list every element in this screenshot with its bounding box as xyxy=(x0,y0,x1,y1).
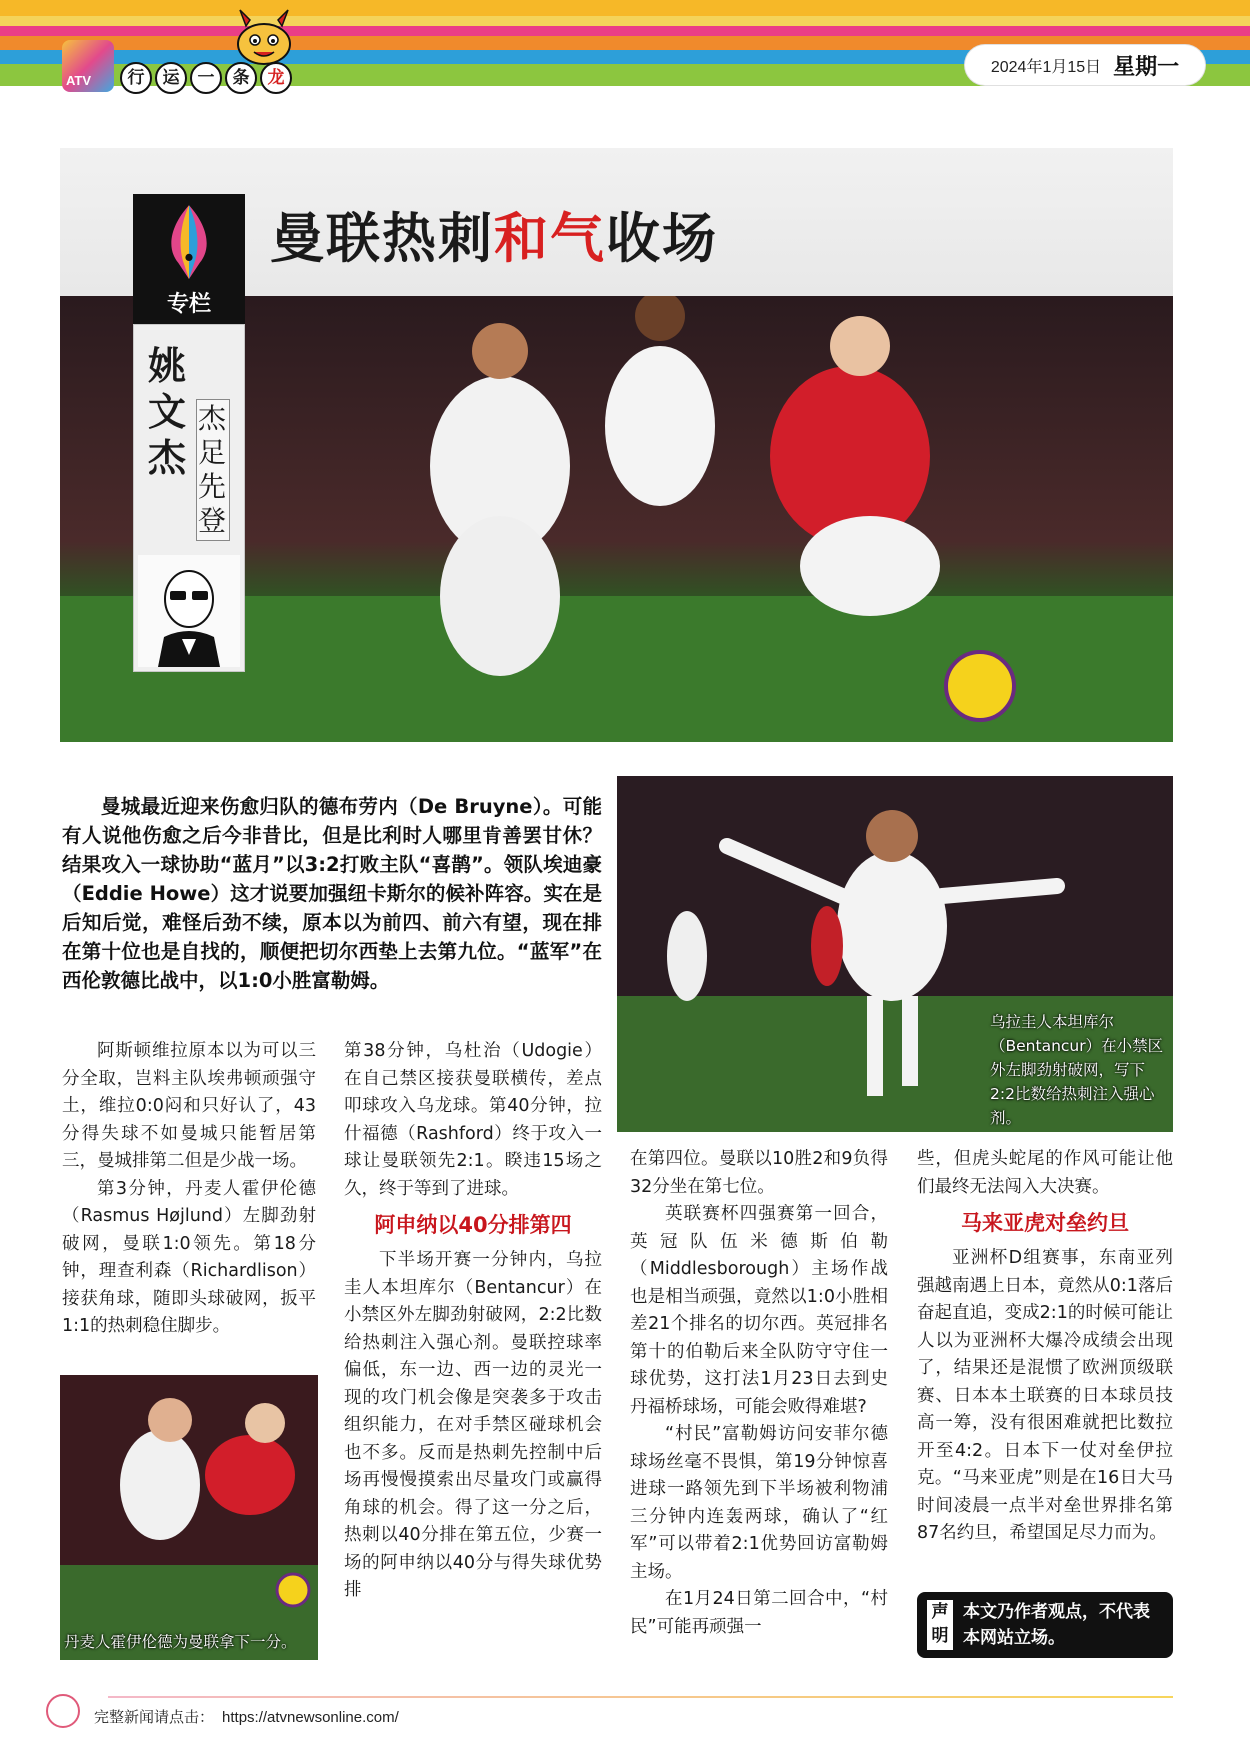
photo-caption: 丹麦人霍伊伦德为曼联拿下一分。 xyxy=(64,1633,297,1651)
paragraph: 英联赛杯四强赛第一回合，英冠队伍米德斯伯勒（Middlesborough）主场作战也是相当顽强，竟然以1:0小胜相差21个排名的切尔西。英冠排名第十的伯勒后来全队防守守住一球优势，这打法1月23日去到史丹福桥球场，可能会败得难堪? xyxy=(630,1204,888,1417)
footer-link-line xyxy=(94,1706,399,1727)
slogan xyxy=(120,62,292,94)
hojlund-photo xyxy=(60,1375,318,1660)
section-subhead: 马来亚虎对垒约旦 xyxy=(961,1211,1129,1235)
atv-logo[interactable] xyxy=(62,40,114,92)
paragraph: 第3分钟，丹麦人霍伊伦德（Rasmus Højlund）左脚劲射破网，曼联1:0领先。第18分钟，理查利森（Richardlison）接获角球，随即头球破网，扳平1:1的热刺稳住脚步。 xyxy=(62,1178,316,1336)
slogan-char: 行 xyxy=(120,62,152,94)
headline xyxy=(270,196,718,273)
atv-seal-icon xyxy=(46,1694,80,1728)
atv-logo-text: ATV xyxy=(66,73,92,88)
paragraph: 第38分钟，乌杜治（Udogie）在自己禁区接获曼联横传，差点叩球攻入乌龙球。第40分钟，拉什福德（Rashford）终于攻入一球让曼联领先2:1。睽违15场之久，终于等到了进球。 xyxy=(344,1041,602,1199)
slogan-char: 一 xyxy=(190,62,222,94)
footer-label: 完整新闻请点击： xyxy=(94,1708,215,1726)
headline-part: 收场 xyxy=(606,207,718,270)
article-column-2 xyxy=(344,1038,602,1605)
dragon-mascot-icon xyxy=(228,6,300,68)
disclaimer-box xyxy=(917,1592,1173,1658)
disclaimer-tag: 声明 xyxy=(927,1600,953,1650)
footer-url-link[interactable]: https://atvnewsonline.com/ xyxy=(222,1709,399,1726)
photo-caption: 乌拉圭人本坦库尔（Bentancur）在小禁区外左脚劲射破网，写下2:2比数给热刺注入强心剂。 xyxy=(990,1013,1164,1127)
disclaimer-text: 本文乃作者观点，不代表本网站立场。 xyxy=(963,1602,1150,1648)
column-badge xyxy=(133,194,245,324)
author-motto: 杰足先登 xyxy=(196,399,230,541)
date-text: 2024年1月15日 xyxy=(990,58,1102,76)
weekday-text: 星期一 xyxy=(1113,54,1180,80)
headline-part: 曼联热刺 xyxy=(270,207,494,270)
paragraph: 亚洲杯D组赛事，东南亚列强越南遇上日本，竟然从0:1落后奋起直追，变成2:1的时候可能让人以为亚洲杯大爆冷成绩会出现了，结果还是混惯了欧洲顶级联赛、日本本土联赛的日本球员技高一筹，没有很困难就把比数拉开至4:2。日本下一仗对垒伊拉克。“马来亚虎”则是在16日大马时间凌晨一点半对垒世界排名第87名约旦，希望国足尽力而为。 xyxy=(917,1248,1173,1543)
author-portrait-icon xyxy=(138,555,240,667)
lead-paragraph: 曼城最近迎来伤愈归队的德布劳内（De Bruyne）。可能有人说他伤愈之后今非昔比，但是比利时人哪里肯善罢甘休？结果攻入一球协助“蓝月”以3:2打败主队“喜鹊”。领队埃迪豪（Eddie Howe）这才说要加强纽卡斯尔的候补阵容。实在是后知后觉，难怪后劲不续，原本以为前四、前六有望，现在排在第十位也是自找的，顺便把切尔西垫上去第九位。“蓝军”在西伦敦德比战中，以1:0小胜富勒姆。 xyxy=(62,795,602,992)
date-badge xyxy=(965,45,1205,85)
author-name: 姚文杰 xyxy=(148,343,187,480)
slogan-char: 龙 xyxy=(260,62,292,94)
article-column-1 xyxy=(62,1038,316,1341)
slogan-char: 条 xyxy=(225,62,257,94)
footer-divider xyxy=(108,1696,1173,1698)
headline-highlight: 和气 xyxy=(494,207,606,270)
paragraph: “村民”富勒姆访问安菲尔德球场丝毫不畏惧，第19分钟惊喜进球一路领先到下半场被利物浦三分钟内连轰两球，确认了“红军”可以带着2:1优势回访富勒姆主场。 xyxy=(630,1424,888,1582)
paragraph: 阿斯顿维拉原本以为可以三分全取，岂料主队埃弗顿顽强守土，维拉0:0闷和只好认了，43分得失球不如曼城只能暂居第三，曼城排第二但是少战一场。 xyxy=(62,1041,316,1171)
section-subhead: 阿申纳以40分排第四 xyxy=(374,1213,572,1237)
paragraph: 在第四位。曼联以10胜2和9负得32分坐在第七位。 xyxy=(630,1149,888,1197)
slogan-char: 运 xyxy=(155,62,187,94)
paragraph: 些，但虎头蛇尾的作风可能让他们最终无法闯入大决赛。 xyxy=(917,1149,1173,1197)
article-column-3 xyxy=(630,1146,888,1641)
paragraph: 在1月24日第二回合中，“村民”可能再顽强一 xyxy=(630,1589,888,1637)
article-column-4 xyxy=(917,1146,1173,1548)
author-box xyxy=(133,324,245,672)
column-label: 专栏 xyxy=(166,292,211,317)
paragraph: 下半场开赛一分钟内，乌拉圭人本坦库尔（Bentancur）在小禁区外左脚劲射破网，2:2比数给热刺注入强心剂。曼联控球率偏低，东一边、西一边的灵光一现的攻门机会像是突袭多于攻击组织能力，在对手禁区碰球机会也不多。反而是热刺先控制中后场再慢慢摸索出尽量攻门或赢得角球的机会。得了这一分之后，热刺以40分排在第五位，少赛一场的阿申纳以40分与得失球优势排 xyxy=(344,1250,602,1600)
pen-nib-icon xyxy=(133,198,245,288)
